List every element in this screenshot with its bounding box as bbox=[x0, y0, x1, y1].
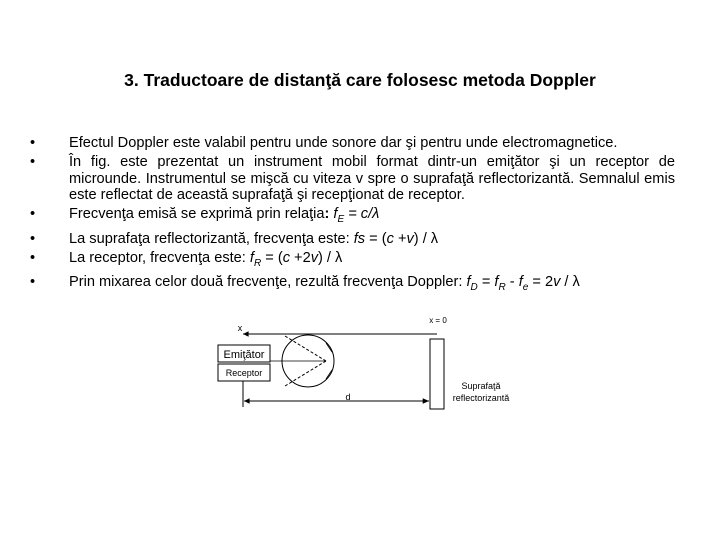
bullet-marker: • bbox=[30, 206, 36, 223]
bullet-text-part: f bbox=[518, 274, 523, 291]
bullet-text-part: f bbox=[333, 206, 338, 223]
bullet-text-part: f bbox=[494, 274, 499, 291]
bullet-marker: • bbox=[30, 135, 36, 151]
bullet-text-part: fs bbox=[353, 230, 366, 247]
bullet-text-part: = 2 bbox=[528, 274, 554, 291]
bullet-text-part: Frecvenţa emisă se exprimă prin relaţia bbox=[69, 206, 325, 223]
bullet-text-part: +2 bbox=[290, 249, 311, 266]
bullet-text-part: / λ bbox=[560, 274, 580, 291]
reflective-surface bbox=[430, 339, 444, 409]
antenna-line-bottom bbox=[285, 361, 326, 386]
bullet-text-part: Prin mixarea celor două frecvenţe, rezultă frecvenţa Doppler: bbox=[69, 274, 467, 291]
bullet-text-part: c bbox=[386, 230, 394, 247]
label-emitter: Emiţător bbox=[223, 349, 265, 361]
bullet-text-part: = bbox=[344, 206, 361, 223]
bullet-text-part: = ( bbox=[261, 249, 283, 266]
bullet-marker: • bbox=[30, 230, 36, 247]
bullet-text-part: + bbox=[393, 230, 407, 247]
bullet-text-part: v bbox=[553, 274, 561, 291]
bullet-text-part: - bbox=[505, 274, 519, 291]
bullet-text-part: E bbox=[337, 214, 345, 226]
bullet-text-part: : bbox=[324, 206, 334, 223]
label-d: d bbox=[345, 392, 351, 402]
bullet-marker: • bbox=[30, 153, 36, 170]
bullet-marker: • bbox=[30, 274, 36, 291]
antenna-dash-2 bbox=[326, 370, 332, 379]
bullet-text-part: e bbox=[522, 282, 529, 294]
antenna-line-top bbox=[285, 336, 326, 361]
bullet-text-part: = ( bbox=[365, 230, 387, 247]
slide-title: 3. Traductoare de distanţă care folosesc metoda Doppler bbox=[124, 70, 596, 90]
label-x0: x = 0 bbox=[429, 316, 447, 325]
label-receiver: Receptor bbox=[225, 368, 263, 378]
bullet-text-part: La suprafaţa reflectorizantă, frecvenţa este: bbox=[69, 230, 354, 247]
bullet-text-part: În fig. este prezentat un instrument mobil format dintr-un emiţător şi un receptor de microunde. Instrumentul se mişcă cu viteza v spre o suprafaţă reflectorizantă. Semnalul emis este reflectat de această suprafaţă şi recepţionat de receptor. bbox=[69, 153, 675, 204]
bullet-text-part: f bbox=[466, 274, 471, 291]
label-surface-line2: reflectorizantă bbox=[452, 393, 510, 403]
label-surface-line1: Suprafaţă bbox=[461, 381, 501, 391]
bullet-text-part: v bbox=[310, 249, 318, 266]
bullet-text-part: c/λ bbox=[360, 206, 380, 223]
bullet-text-part: R bbox=[498, 282, 506, 294]
bullet-text-part: Efectul Doppler este valabil pentru unde sonore dar şi pentru unde electromagnetice. bbox=[69, 135, 618, 151]
bullet-text-part: = bbox=[477, 274, 495, 291]
bullet-text-part: La receptor, frecvenţa este: bbox=[69, 249, 250, 266]
bullet-marker: • bbox=[30, 249, 36, 266]
bullet-text-part: R bbox=[253, 257, 262, 269]
bullet-text-part: c bbox=[282, 249, 290, 266]
antenna-dash-1 bbox=[326, 343, 332, 352]
bullet-text-part: f bbox=[249, 249, 254, 266]
label-x: x bbox=[237, 323, 243, 333]
bullet-text-part: v bbox=[406, 230, 414, 247]
bullet-text-part: D bbox=[470, 282, 478, 294]
bullet-text-part: ) / λ bbox=[318, 249, 343, 266]
bullet-text-part: ) / λ bbox=[413, 230, 439, 247]
